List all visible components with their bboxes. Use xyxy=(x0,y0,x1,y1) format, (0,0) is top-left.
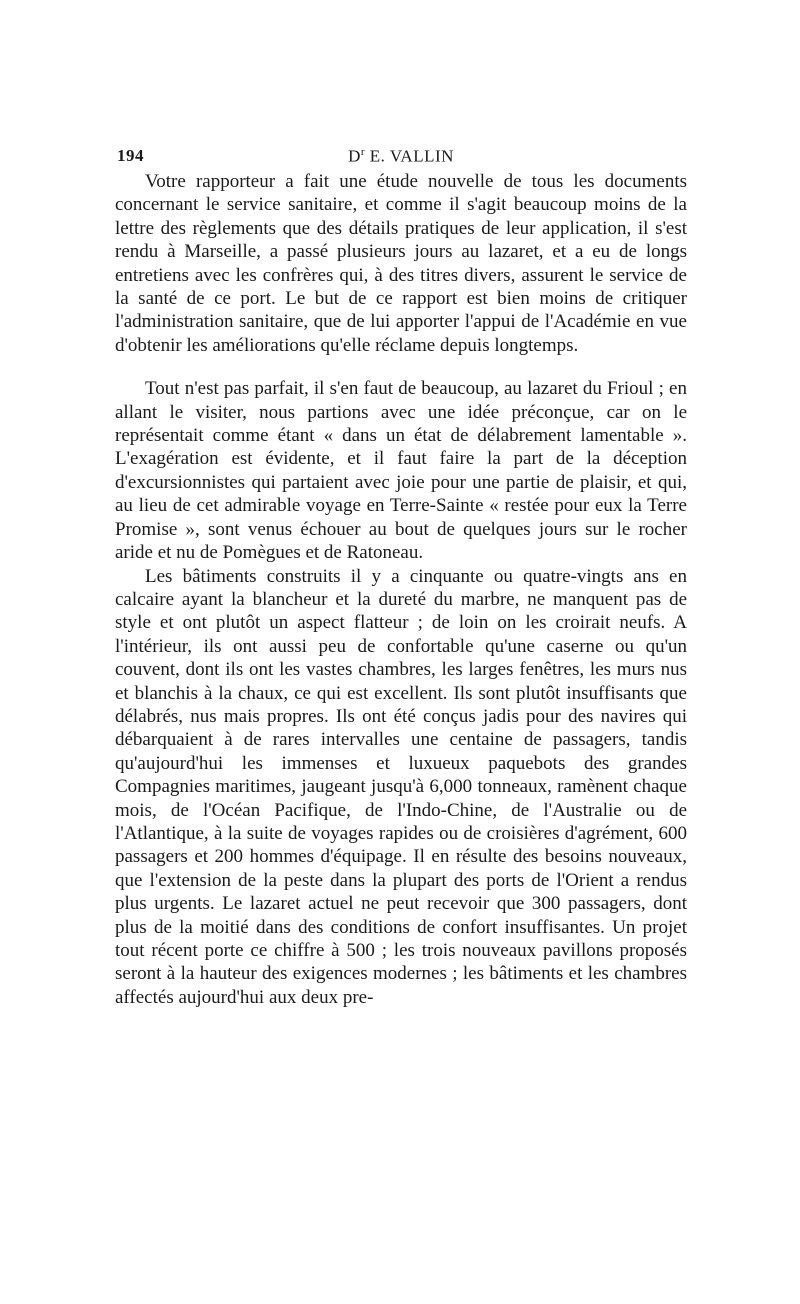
paragraph-rapporteur: Votre rapporteur a fait une étude nouvelle de tous les documents concernant le service sanitaire, et comme il s'agit beaucoup moins de la lettre des règlements que des détails pratiques de leur application, il s'est rendu à Marseille, a passé plusieurs jours au lazaret, et a eu de longs entretiens avec les confrères qui, à des titres divers, assurent le service de la santé de ce port. Le but de ce rapport est bien moins de critiquer l'administration sanitaire, que de lui apporter l'appui de l'Académie en vue d'obtenir les améliorations qu'elle réclame depuis longtemps. xyxy=(115,171,687,356)
running-head xyxy=(115,140,687,170)
author-name: E. VALLIN xyxy=(369,146,454,166)
author-prefix: D xyxy=(348,146,361,166)
running-head-author xyxy=(115,146,687,167)
body-text xyxy=(115,170,687,1009)
book-page xyxy=(115,140,687,1009)
paragraph-frioul: Tout n'est pas parfait, il s'en faut de beaucoup, au lazaret du Frioul ; en allant le visiter, nous partions avec une idée préconçue, car on le représentait comme étant « dans un état de délabrement lamentable ». L'exagération est évidente, et il faut faire la part de la déception d'excursionnistes qui partaient avec joie pour une partie de plaisir, et qui, au lieu de cet admirable voyage en Terre-Sainte « restée pour eux la Terre Promise », sont venus échouer au bout de quelques jours sur le rocher aride et nu de Pomègues et de Ratoneau. xyxy=(115,378,687,564)
paragraph-batiments: Les bâtiments construits il y a cinquante ou quatre-vingts ans en calcaire ayant la blancheur et la dureté du marbre, ne manquent pas de style et ont plutôt un aspect flatteur ; de loin on les croirait neufs. A l'intérieur, ils ont aussi peu de confortable qu'une caserne ou qu'un couvent, dont ils ont les vastes chambres, les larges fenêtres, les murs nus et blanchis à la chaux, ce qui est excellent. Ils sont plutôt insuffisants que délabrés, nus mais propres. Ils ont été conçus jadis pour des navires qui débarquaient à de rares intervalles une centaine de passagers, tandis qu'aujourd'hui les immenses et luxueux paquebots des grandes Compagnies maritimes, jaugeant jusqu'à 6,000 tonneaux, ramènent chaque mois, de l'Océan Pacifique, de l'Indo-Chine, de l'Australie ou de l'Atlantique, à la suite de voyages rapides ou de croisières d'agrément, 600 passagers et 200 hommes d'équipage. Il en résulte des besoins nouveaux, que l'extension de la peste dans la plupart des ports de l'Orient a rendus plus urgents. Le lazaret actuel ne peut recevoir que 300 passagers, dont plus de la moitié dans des conditions de confort insuffisantes. Un projet tout récent porte ce chiffre à 500 ; les trois nouveaux pavillons proposés seront à la hauteur des exigences modernes ; les bâtiments et les chambres affectés aujourd'hui aux deux pre- xyxy=(115,565,687,1008)
author-prefix-superscript: r xyxy=(360,146,366,158)
page-number: 194 xyxy=(117,146,144,165)
